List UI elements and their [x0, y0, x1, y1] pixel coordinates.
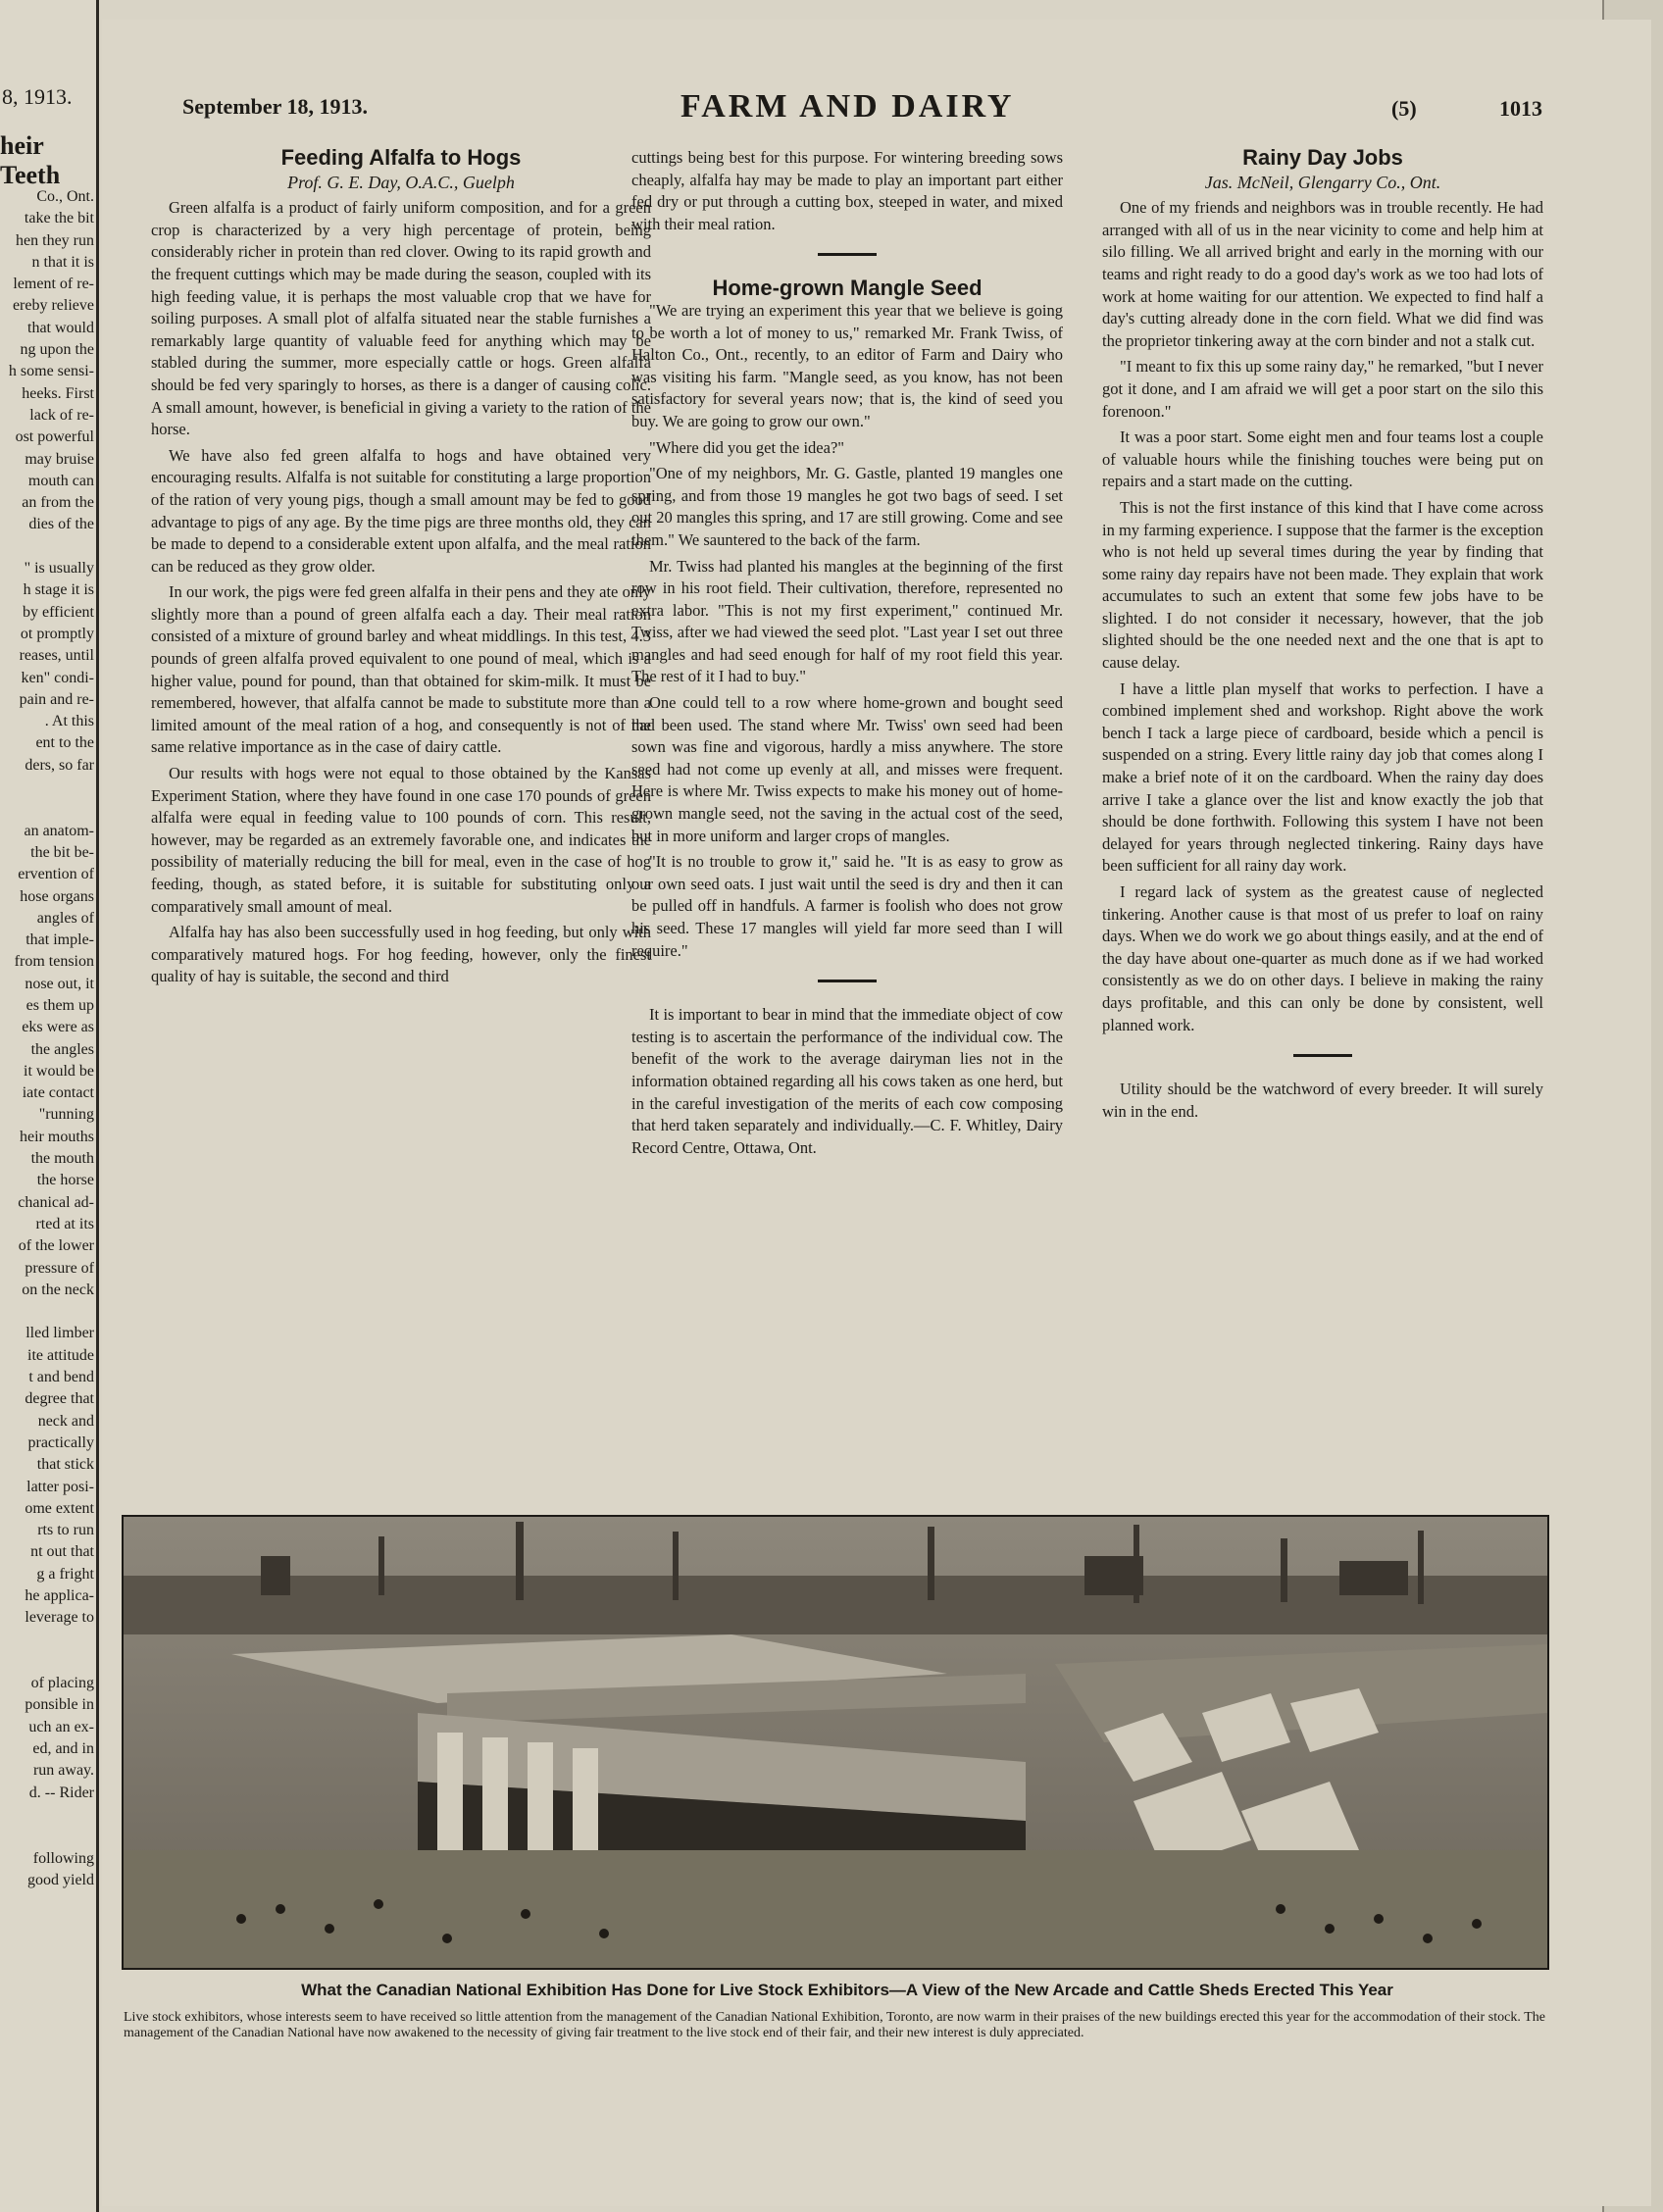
adjacent-page-line: take the bit — [24, 210, 94, 227]
adjacent-page-line: lled limber — [25, 1325, 94, 1342]
adjacent-page-line: d. -- Rider — [28, 1784, 94, 1801]
adjacent-page-line: reases, until — [19, 647, 94, 665]
adjacent-page-title: heir Teeth — [0, 131, 61, 189]
adjacent-page-line — [0, 1826, 94, 1847]
adjacent-page-line: angles of — [36, 909, 94, 927]
adjacent-page-line: from tension — [14, 953, 94, 971]
adjacent-page-line — [0, 1301, 94, 1323]
adjacent-page-line: may bruise — [25, 450, 94, 468]
adjacent-page-line: he applica- — [25, 1587, 94, 1604]
adjacent-page-line: heir mouths — [20, 1128, 94, 1145]
adjacent-page-line: h stage it is — [23, 581, 94, 599]
running-header — [102, 78, 1651, 137]
adjacent-page-line: mouth can — [27, 472, 94, 489]
adjacent-page-line — [0, 1804, 94, 1826]
rainy-paragraph: I regard lack of system as the greatest cause of neglected tinkering. Another cause is that most of us prefer to loaf on rainy days. When we do work we go about things easily, and at the end of the day have about one-quarter as much done as if we had worked consistently as we do on other days. I believe in making the rainy days profitable, and this can only be done by consistent, well planned work. — [1102, 882, 1543, 1034]
column-feeding-alfalfa — [151, 147, 651, 992]
adjacent-page-line: es them up — [25, 996, 94, 1014]
mangle-paragraph: Mr. Twiss had planted his mangles at the beginning of the first row in his root field. Their cultivation, therefore, represented no extra labor. "This is not my first experiment," continued Mr. Twiss, after we had viewed the seed plot. "Last year I set out three mangles and had seed enough for half of my root field this year. The rest of it I had to buy." — [631, 556, 1063, 686]
article-byline-rainy: Jas. McNeil, Glengarry Co., Ont. — [1204, 172, 1441, 192]
adjacent-page-line: an from the — [22, 494, 94, 512]
mangle-paragraph: One could tell to a row where home-grown and bought seed had been used. The stand where Mr. Twiss' own seed had been sown was fine and vigorous, hardly a miss anywhere. The store seed had not come up evenly at all, and misses were frequent. Here is where Mr. Twiss expects to make his money out of home-grown mangle seed, not the saving in the actual cost of the seed, but in more uniform and larger crops of mangles. — [631, 693, 1063, 845]
adjacent-page-line: on the neck — [22, 1281, 94, 1298]
adjacent-page-line: ken" condi- — [21, 669, 94, 686]
column-mangle-seed — [631, 147, 1063, 1163]
adjacent-page-line: . At this — [44, 713, 94, 730]
adjacent-page-line: lement of re- — [13, 276, 94, 293]
adjacent-page-line — [0, 777, 94, 798]
section-divider — [818, 253, 877, 256]
column-rainy-day-jobs — [1102, 147, 1543, 1127]
adjacent-page-line: following — [32, 1849, 94, 1867]
adjacent-page-line: the horse — [36, 1172, 94, 1189]
exhibition-photo-illustration — [124, 1517, 1547, 1968]
adjacent-page-line: ed, and in — [32, 1740, 94, 1758]
exhibition-photo — [122, 1515, 1549, 1970]
adjacent-page-line: an anatom- — [24, 822, 94, 839]
adjacent-page-line: pain and re- — [19, 690, 94, 708]
newspaper-page — [102, 20, 1651, 2206]
adjacent-page-strip — [0, 0, 99, 2212]
alfalfa-paragraph: Alfalfa hay has also been successfully used in hog feeding, but only with comparatively matured hogs. For hog feeding, however, only the finest quality of hay is suitable, the second and third — [151, 923, 651, 986]
utility-note: Utility should be the watchword of every breeder. It will surely win in the end. — [1102, 1080, 1543, 1121]
masthead: FARM AND DAIRY — [680, 88, 1015, 125]
page-number: (5) — [1391, 96, 1417, 121]
adjacent-page-line: hen they run — [16, 231, 94, 249]
adjacent-page-line: iate contact — [22, 1084, 94, 1102]
adjacent-page-line: nose out, it — [25, 975, 94, 992]
adjacent-page-line: Co., Ont. — [36, 188, 94, 205]
adjacent-page-line: the mouth — [30, 1150, 94, 1168]
section-divider — [818, 980, 877, 982]
adjacent-page-line: rts to run — [37, 1522, 94, 1539]
adjacent-page-line: leverage to — [25, 1609, 94, 1627]
adjacent-page-line: ponsible in — [25, 1696, 94, 1714]
article-byline-alfalfa: Prof. G. E. Day, O.A.C., Guelph — [287, 172, 515, 192]
mangle-paragraph: "It is no trouble to grow it," said he. "It is as easy to grow as our own seed oats. I just wait until the seed is dry and then it can be pulled off in handfuls. A farmer is foolish who does not grow his seed. These 17 mangles will yield far more seed than I will require." — [631, 852, 1063, 960]
adjacent-page-line: heeks. First — [22, 384, 94, 402]
mangle-paragraph: "Where did you get the idea?" — [649, 437, 845, 457]
adjacent-page-line: t and bend — [28, 1369, 94, 1386]
article-continuation: cuttings being best for this purpose. For wintering breeding sows cheaply, alfalfa hay may be made to play an important part either fed dry or put through a cutting box, steeped in water, and mixed with their meal ration. — [631, 148, 1063, 233]
adjacent-page-line: ent to the — [35, 734, 94, 752]
adjacent-page-line: of placing — [30, 1675, 94, 1692]
adjacent-page-line: neck and — [37, 1412, 94, 1430]
adjacent-page-line: uch an ex- — [28, 1718, 94, 1735]
adjacent-page-line: run away. — [32, 1762, 94, 1780]
adjacent-page-line — [0, 798, 94, 820]
adjacent-page-line: practically — [27, 1433, 94, 1451]
adjacent-page-line: eks were as — [22, 1019, 94, 1036]
adjacent-page-line: nt out that — [30, 1543, 94, 1561]
adjacent-page-line: n that it is — [31, 253, 94, 271]
adjacent-page-line: ome extent — [25, 1499, 94, 1517]
folio-number: 1013 — [1499, 96, 1542, 121]
alfalfa-paragraph: Our results with hogs were not equal to those obtained by the Kansas Experiment Station, where they have found in one case 170 pounds of green alfalfa were equal in feeding value to 100 pounds of corn. This result, however, may be regarded as an extremely favorable one, and indicates the possibility of materially reducing the bill for meal, even in the case of hog feeding, though, as stated before, it is suitable for substituting only a comparatively small amount of meal. — [151, 764, 651, 916]
rainy-paragraph: This is not the first instance of this kind that I have come across in my farming experience. I suppose that the farmer is the exception who is not held up several times during the year by finding that some rainy day repairs have not been made. They explain that work accumulates to such an extent that some few jobs have to be slighted. I do not consider it necessary, however, that the job slighted should be the one needed next and the one that is apt to cause delay. — [1102, 497, 1543, 673]
adjacent-page-line: good yield — [27, 1871, 94, 1888]
article-title-alfalfa: Feeding Alfalfa to Hogs — [280, 145, 522, 170]
adjacent-page-line: ot promptly — [20, 625, 94, 642]
adjacent-page-line: pressure of — [25, 1259, 94, 1277]
adjacent-page-line: that would — [27, 319, 94, 336]
adjacent-page-line: ders, so far — [25, 756, 94, 774]
mangle-paragraph: "We are trying an experiment this year that we believe is going to be worth a lot of money to us," remarked Mr. Frank Twiss, of Halton Co., Ont., recently, to an editor of Farm and Dairy who was visiting his farm. "Mangle seed, as you know, has not been satisfactory for several years now; that is, the kind of seed you buy. We are going to grow our own." — [631, 300, 1063, 430]
rainy-paragraph: I have a little plan myself that works to perfection. I have a combined implement shed and workshop. Right above the work bench I tack a large piece of cardboard, beside which a pencil is suspended on a string. Every little rainy day job that comes along I make a brief note of it on the cardboard. When the rainy day does arrive I take a glance over the list and know exactly the job that should be done forthwith. Following this system I have not been delayed for years through neglected tinkering. Rainy days have been sufficient for all rainy day work. — [1102, 679, 1543, 876]
article-title-rainy: Rainy Day Jobs — [1242, 145, 1403, 170]
rainy-paragraph: It was a poor start. Some eight men and four teams lost a couple of valuable hours while the finishing touches were being put on repairs and a start made on the cutting. — [1102, 427, 1543, 491]
adjacent-page-date: 8, 1913. — [2, 84, 73, 109]
article-body-alfalfa — [151, 197, 651, 988]
adjacent-page-line: ervention of — [18, 866, 94, 883]
adjacent-page-line: h some sensi- — [8, 363, 94, 380]
mangle-paragraph: "One of my neighbors, Mr. G. Gastle, planted 19 mangles one spring, and from those 19 mangles he got two bags of seed. I set out 20 mangles this spring, and 17 are still growing. Come and see them." We sauntered to the back of the farm. — [631, 464, 1063, 549]
adjacent-page-line: chanical ad- — [18, 1193, 94, 1211]
adjacent-page-line — [0, 536, 94, 558]
adjacent-page-line: "running — [38, 1106, 94, 1124]
adjacent-page-line: " is usually — [24, 560, 94, 578]
adjacent-page-line: ereby relieve — [12, 297, 94, 315]
adjacent-page-line: the angles — [30, 1040, 94, 1058]
alfalfa-paragraph: In our work, the pigs were fed green alfalfa in their pens and they ate only slightly more than a pound of green alfalfa each a day. Their meal ration consisted of a mixture of ground barley and wheat middlings. In this test, 4.3 pounds of green alfalfa proved equivalent to one pound of meal, which is a higher value, pound for pound, than that obtained for skim-milk. It must be remembered, however, that alfalfa cannot be made to substitute more than a limited amount of the meal ration of a hog, and consequently is not of the same relative importance as in the case of dairy cattle. — [151, 582, 651, 757]
adjacent-page-line: ng upon the — [20, 341, 94, 359]
adjacent-page-line: it would be — [24, 1062, 94, 1080]
photo-subcaption: Live stock exhibitors, whose interests seem to have received so little attention from the management of the Canadian National Exhibition, Toronto, are now warm in their praises of the new buildings erected this year for the accommodation of their stock. The management of the Canadian National have now awakened to the necessity of giving fair treatment to the live stock end of their fair, and their new interest is duly appreciated. — [124, 2010, 1545, 2040]
adjacent-page-line: that imple- — [25, 931, 94, 949]
adjacent-page-line: ite attitude — [27, 1346, 94, 1364]
alfalfa-paragraph: Green alfalfa is a product of fairly uniform composition, and for a green crop is characterized by a very high percentage of protein, being considerably richer in protein than red clover. Owing to its rapid growth and the frequent cuttings which may be made during the season, coupled with its high feeding value, it is perhaps the most valuable crop that we have for soiling purposes. A small plot of alfalfa situated near the stable furnishes a remarkably large quantity of valuable feed for anything which may be stabled during the summer, more especially cattle or hogs. Green alfalfa should be fed very sparingly to horses, as there is a danger of causing colic. A small amount, however, is beneficial in giving a variety to the ration of the horse. — [151, 198, 651, 439]
adjacent-page-line — [0, 1651, 94, 1673]
adjacent-page-line: latter posi- — [26, 1478, 94, 1495]
section-divider — [1293, 1054, 1352, 1057]
adjacent-page-line — [0, 1630, 94, 1651]
adjacent-page-line: ost powerful — [15, 428, 94, 446]
adjacent-page-line: hose organs — [20, 887, 94, 905]
photo-caption: What the Canadian National Exhibition Has Done for Live Stock Exhibitors—A View of the New Arcade and Cattle Sheds Erected This Year — [301, 1981, 1393, 1999]
article-body-rainy — [1102, 197, 1543, 1036]
adjacent-page-line: dies of the — [28, 516, 94, 533]
cow-testing-note: It is important to bear in mind that the immediate object of cow testing is to ascertain the performance of the individual cow. The benefit of the work to the average dairyman lies not in the information obtained regarding all his cows taken as one herd, but in the careful investigation of the merits of each cow composing that herd taken separately and individually.—C. F. Whitley, Dairy Record Centre, Ottawa, Ont. — [631, 1005, 1063, 1157]
rainy-paragraph: One of my friends and neighbors was in trouble recently. He had arranged with all of us in the near vicinity to come and help him at silo filling. We all arrived bright and early in the morning with our teams and right ready to do a good day's work as we too had lots of work at home waiting for our attention. We expected to find half a day's cutting already done in the corn field. What we did find was the proprietor tinkering away at the corn binder and not a stalk cut. — [1102, 198, 1543, 350]
adjacent-page-line: that stick — [36, 1456, 94, 1474]
article-title-mangle: Home-grown Mangle Seed — [712, 276, 983, 301]
issue-date: September 18, 1913. — [182, 94, 369, 119]
rainy-paragraph: "I meant to fix this up some rainy day," he remarked, "but I never got it done, and I am afraid we will get a poor start on the silo this forenoon." — [1102, 357, 1543, 421]
adjacent-page-text — [0, 186, 94, 1891]
adjacent-page-line: g a fright — [36, 1565, 94, 1583]
adjacent-page-line: lack of re- — [29, 406, 94, 424]
adjacent-page-line: degree that — [25, 1390, 94, 1408]
alfalfa-paragraph: We have also fed green alfalfa to hogs and have obtained very encouraging results. Alfalfa is not suitable for constituting a large proportion of the ration of very young pigs, though a small amount may be fed to good advantage to pigs of any age. By the time pigs are three months old, they can be made to depend to a considerable extent upon alfalfa, and the meal ration can be reduced as they grow older. — [151, 445, 651, 576]
adjacent-page-line: of the lower — [18, 1237, 94, 1255]
adjacent-page-line: rted at its — [35, 1215, 94, 1232]
article-body-mangle — [631, 300, 1063, 962]
adjacent-page-line: the bit be- — [30, 843, 94, 861]
adjacent-page-line: by efficient — [22, 603, 94, 621]
